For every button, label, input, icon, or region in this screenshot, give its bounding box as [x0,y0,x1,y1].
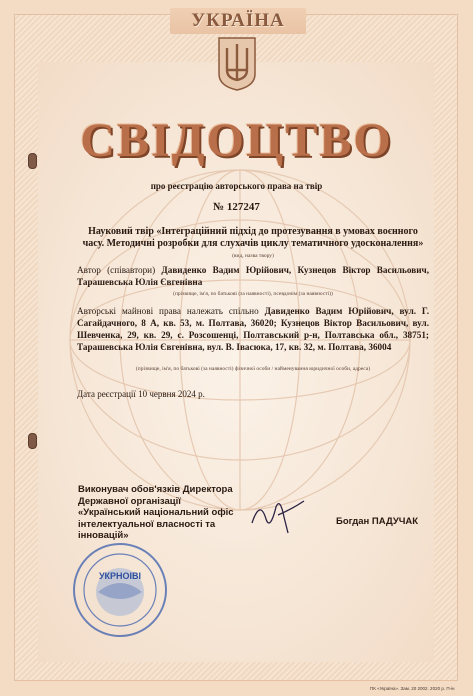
work-title: Науковий твір «Інтеграційний підхід до протезування в умовах воєнного часу. Методичні розробки для слухачів циклу тематичного удосконалення» [82,226,424,249]
author-label: Автор (співавтори) [77,265,156,275]
registration-date [77,389,205,399]
document-subtitle: про реєстрацію авторського права на твір [150,181,323,191]
owner-block [77,305,429,353]
document-title: СВІДОЦТВО [80,114,393,167]
binding-hole-bottom [28,433,37,449]
owner-label: Авторські майнові права належать спільно [77,306,259,316]
official-position: Виконувач обов'язків Директора Державної організації «Український національний офіс інтелектуальної власності та інновацій» [78,484,234,541]
owner-value: Давиденко Вадим Юрійович, вул. Г. Сагайдачного, 8 А, кв. 53, м. Полтава, 36020; Кузнецов Віктор Васильович, вул. Шевченка, 29, кв. 29, с. Розсошенці, Полтавський р-н, Полтавська обл., 38751; Тарашевська Юлія Євгенівна, вул. В. Івасюка, 17, кв. 32, м. Полтава, 36004 [77,306,430,352]
seal-label: УКРНОІВІ [98,571,142,581]
work-caption: (вид, назва твору) [232,253,274,259]
registration-label: Дата реєстрації [77,389,136,399]
signature-icon [248,493,308,537]
author-block [77,264,429,288]
registration-value: 10 червня 2024 р. [138,389,205,399]
author-caption: (прізвище, ім'я, по батькові (за наявності), псевдонім (за наявності)) [173,291,333,297]
printer-footer: ПК «Україна». Зам. 20 2002. 2020 р. П-ін [370,686,455,691]
country-name: УКРАЇНА [191,10,285,31]
seal-icon [70,540,170,640]
trident-icon [215,34,259,92]
signer-name: Богдан ПАДУЧАК [336,516,419,527]
binding-hole-top [28,153,37,169]
certificate-number: № 127247 [213,201,260,213]
owner-caption: (прізвище, ім'я, по батькові (за наявності) фізичної особи / найменування юридичної особи, адреса) [135,366,371,372]
author-names: Давиденко Вадим Юрійович, Кузнецов Віктор Васильович, Тарашевська Юлія Євгенівна [77,265,429,287]
